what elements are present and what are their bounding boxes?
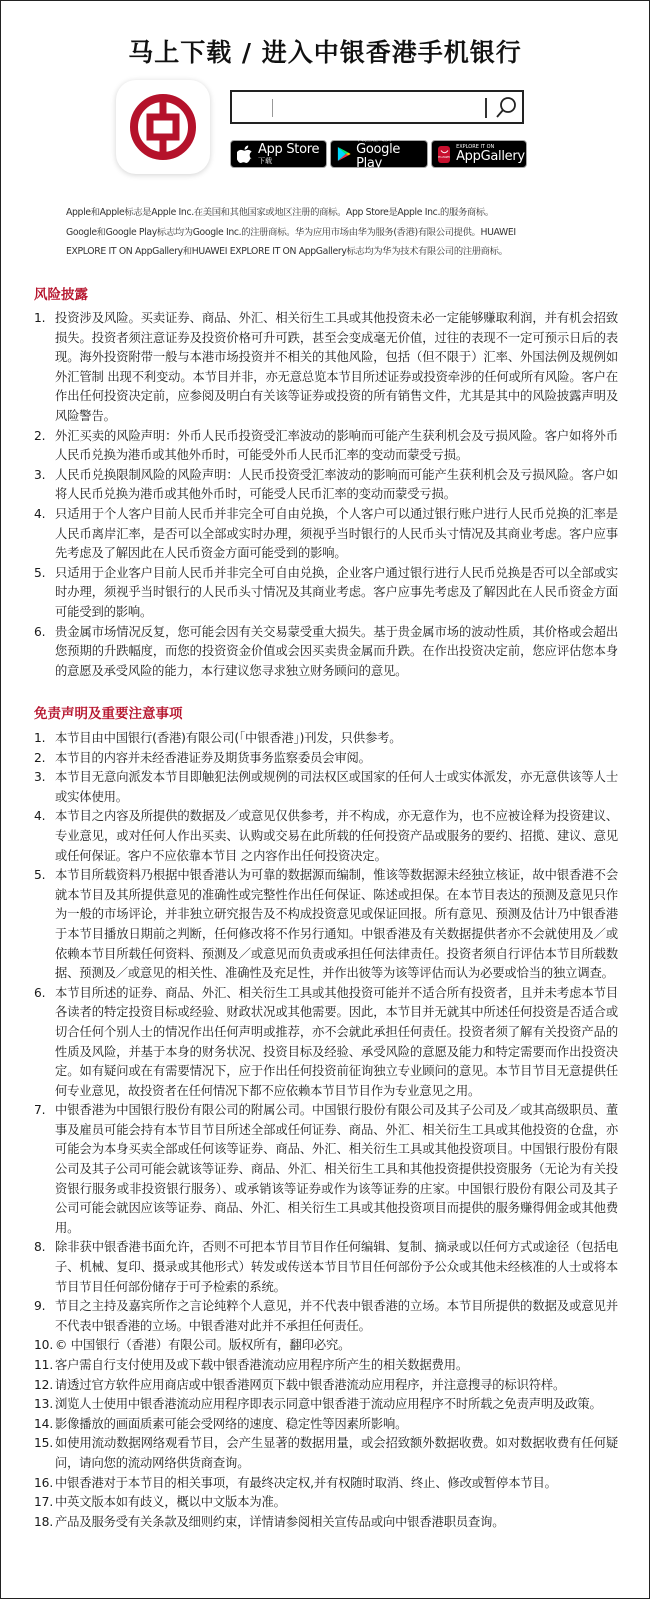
- trademark-notice: [66, 203, 596, 262]
- apple-icon: [237, 145, 253, 164]
- app-gallery-label: AppGallery: [456, 149, 525, 164]
- trademark-line: EXPLORE IT ON AppGallery和HUAWEI EXPLORE IT ON AppGallery标志均为华为技术有限公司的注册商标。: [66, 246, 508, 257]
- list-item: 9. 节目之主持及嘉宾所作之言论纯粹个人意见，并不代表中银香港的立场。本节目所提供的数据及或意见并不代表中银香港的立场。中银香港对此并不承担任何责任。: [34, 1299, 618, 1333]
- app-store-label: App Store: [258, 142, 320, 157]
- app-gallery-badge[interactable]: [431, 140, 527, 168]
- search-icon[interactable]: [494, 95, 518, 119]
- google-play-badge[interactable]: [330, 137, 428, 171]
- list-item: 2. 本节目的内容并未经香港证券及期货事务监察委员会审阅。: [34, 750, 371, 765]
- list-item: 13. 浏览人士使用中银香港流动应用程序即表示同意中银香港于流动应用程序不时所载之免责声明及政策。: [34, 1397, 602, 1412]
- list-item: 5. 本节目所载资料乃根据中银香港认为可靠的数据源而编制，惟该等数据源未经独立核证，故中银香港不会就本节目及其所提供意见的准确性或完整性作出任何保证、陈述或担保。在本节目表达的预测及意见只作为一般的市场评论，并非独立研究报告及不构成投资意见或保证回报。所有意见、预测及估计乃中银香港于本节目播放日期前之判断，任何修改将不作另行通知。中银香港及有关数据提供者亦不会就使用及／或依赖本节目所载任何资料、预测及／或意见而负责或承担任何法律责任。投资者须自行评估本节目所载数据、预测及／或意见的相关性、准确性及充足性，并作出彼等为该等评估而认为必要或恰当的独立调查。: [34, 868, 618, 981]
- list-item: 6. 贵金属市场情况反复，您可能会因有关交易蒙受重大损失。基于贵金属市场的波动性质，其价格或会超出您预期的升跌幅度，而您的投资资金价值或会因买卖贵金属而升跌。在作出投资决定前，您应评估您本身的意愿及承受风险的能力，本行建议您寻求独立财务顾问的意见。: [34, 624, 618, 678]
- list-item: 5. 只适用于企业客户目前人民币并非完全可自由兑换，企业客户通过银行进行人民币兑换是否可以全部或实时办理，须视乎当时银行的人民币头寸情况及其商业考虑。客户应事先考虑及了解因此在人民币资金方面可能受到的影响。: [34, 565, 618, 619]
- trademark-line: Google和Google Play标志均为Google Inc.的注册商标。华为应用市场由华为服务(香港)有限公司提供。HUAWEI: [66, 226, 516, 238]
- list-item: 12. 请透过官方软件应用商店或中银香港网页下载中银香港流动应用程序，并注意搜寻的标识符样。: [34, 1377, 566, 1392]
- list-item: 3. 本节目无意向派发本节目即触犯法例或规例的司法权区或国家的任何人士或实体派发，亦无意供该等人士或实体使用。: [34, 770, 618, 804]
- disclaimer-title: 免责声明及重要注意事项: [34, 706, 183, 722]
- search-divider: [485, 98, 487, 118]
- list-item: 15. 如使用流动数据网络观看节目，会产生显著的数据用量，或会招致额外数据收费。如对数据收费有任何疑问，请向您的流动网络供货商查询。: [34, 1436, 618, 1470]
- list-item: 4. 本节目之内容及所提供的数据及／或意见仅供参考，并不构成，亦无意作为，也不应被诠释为投资建议、专业意见，或对任何人作出买卖、认购或交易在此所载的任何投资产品或服务的要约、招揽、建议、意见或任何保证。客户不应依靠本节目 之内容作出任何投资决定。: [34, 809, 618, 863]
- app-store-sublabel: 下载: [258, 157, 272, 165]
- list-item: 16. 中银香港对于本节目的相关事项，有最终决定权,并有权随时取消、终止、修改或暂停本节目。: [34, 1475, 557, 1490]
- store-badges: [230, 137, 527, 171]
- list-item: 3. 人民币兑换限制风险的风险声明：人民币投资受汇率波动的影响而可能产生获利机会及亏损风险。客户如将人民币兑换为港币或其他外币时，可能受人民币汇率的变动而蒙受亏损。: [34, 467, 618, 502]
- boc-logo-icon: [128, 92, 198, 162]
- list-item: 1. 本节目由中国银行(香港)有限公司(「中银香港」)刊发，只供参考。: [34, 731, 402, 745]
- list-item: 14. 影像播放的画面质素可能会受网络的速度、稳定性等因素所影响。: [34, 1416, 408, 1431]
- list-item: 6. 本节目所述的证券、商品、外汇、相关衍生工具或其他投资可能并不适合所有投资者，且并未考虑本节目各读者的特定投资目标或经验、财政状况或其他需要。因此，本节目并无就其中所述任何投资是否适合或切合任何个别人士的情况作出任何声明或推荐，亦不会就此承担任何责任。投资者须了解有关投资产品的性质及风险，并基于本身的财务状况、投资目标及经验、承受风险的意愿及能力和特定需要而作出投资决定。如有疑问或在有需要情况下，应于作出任何投资前征询独立专业顾问的意见。本节目节目无意提供任何专业意见，故投资者在任何情况下都不应依赖本节目节目作为专业意见之用。: [34, 985, 618, 1098]
- app-gallery-sublabel: EXPLORE IT ON: [456, 144, 495, 150]
- list-item: 8. 除非获中银香港书面允许，否则不可把本节目节目作任何编辑、复制、摘录或以任何方式或途径（包括电子、机械、复印、摄录或其他形式）转发或传送本节目节目任何部份予公众或其他未经核准的人士或将本节目节目任何部份储存于可予检索的系统。: [34, 1240, 618, 1294]
- huawei-icon-text: HUAWEI: [438, 154, 451, 159]
- list-item: 7. 中银香港为中国银行股份有限公司的附属公司。中国银行股份有限公司及其子公司及／或其高级职员、董事及雇员可能会持有本节目节目所述全部或任何证券、商品、外汇、相关衍生工具或其他投资的仓盘，亦可能会为本身买卖全部或任何该等证券、商品、外汇、相关衍生工具或其他投资项目。中国银行股份有限公司及其子公司可能会就该等证券、商品、外汇、相关衍生工具和其他投资提供投资服务（无论为有关投资银行服务或非投资银行服务）、或承销该等证券或作为该等证券的庄家。中国银行股份有限公司及其子公司可能会就因应该等证券、商品、外汇、相关衍生工具或其他投资项目而提供的服务赚得佣金或其他费用。: [34, 1103, 618, 1235]
- list-item: 1. 投资涉及风险。买卖证券、商品、外汇、相关衍生工具或其他投资未必一定能够赚取利润，并有机会招致损失。投资者须注意证券及投资价格可升可跌，甚至会变成毫无价值，过往的表现不一定可预示日后的表现。海外投资附带一般与本港市场投资并不相关的其他风险，包括（但不限于）汇率、外国法例及规例如外汇管制 出现不利变动。本节目并非，亦无意总览本节目所述证券或投资牵涉的任何或所有风险。客户在作出任何投资决定前，应参阅及明白有关该等证券或投资的所有销售文件，尤其是其中的风险披露声明及风险警告。: [34, 311, 618, 423]
- boc-app-icon[interactable]: [116, 80, 210, 174]
- page-title: 马上下载 / 进入中银香港手机银行: [128, 38, 522, 67]
- disclaimer-list: [34, 729, 618, 1532]
- google-play-label: Google Play: [356, 142, 401, 171]
- text-caret: [272, 99, 273, 117]
- trademark-line: Apple和Apple标志是Apple Inc.在美国和其他国家或地区注册的商标。App Store是Apple Inc.的服务商标。: [66, 207, 494, 218]
- list-item: 18. 产品及服务受有关条款及细则约束，详情请参阅相关宣传品或向中银香港职员查询。: [34, 1514, 505, 1529]
- google-play-sublabel: 下载应用，请到: [356, 137, 392, 143]
- list-item: 4. 只适用于个人客户目前人民币并非完全可自由兑换，个人客户可以通过银行账户进行人民币兑换的汇率是人民币离岸汇率，是否可以全部或实时办理，须视乎当时银行的人民币头寸情况及其商业考虑。客户应事先考虑及了解因此在人民币资金方面可能受到的影响。: [34, 506, 618, 561]
- risk-list: [34, 309, 618, 681]
- app-store-badge[interactable]: [230, 140, 327, 168]
- risk-disclosure-title: 风险披露: [34, 287, 88, 303]
- list-item: 10. © 中国银行（香港）有限公司。版权所有，翻印必究。: [34, 1338, 351, 1353]
- list-item: 2. 外汇买卖的风险声明：外币人民币投资受汇率波动的影响而可能产生获利机会及亏损风险。客户如将外币人民币兑换为港币或其他外币时，可能受外币人民币汇率的变动而蒙受亏损。: [34, 428, 618, 463]
- list-item: 11. 客户需自行支付使用及或下载中银香港流动应用程序所产生的相关数据费用。: [34, 1358, 468, 1372]
- search-input[interactable]: [230, 90, 524, 124]
- list-item: 17. 中英文版本如有歧义，概以中文版本为准。: [34, 1495, 286, 1510]
- huawei-icon: [438, 146, 450, 163]
- google-play-icon: [337, 145, 351, 163]
